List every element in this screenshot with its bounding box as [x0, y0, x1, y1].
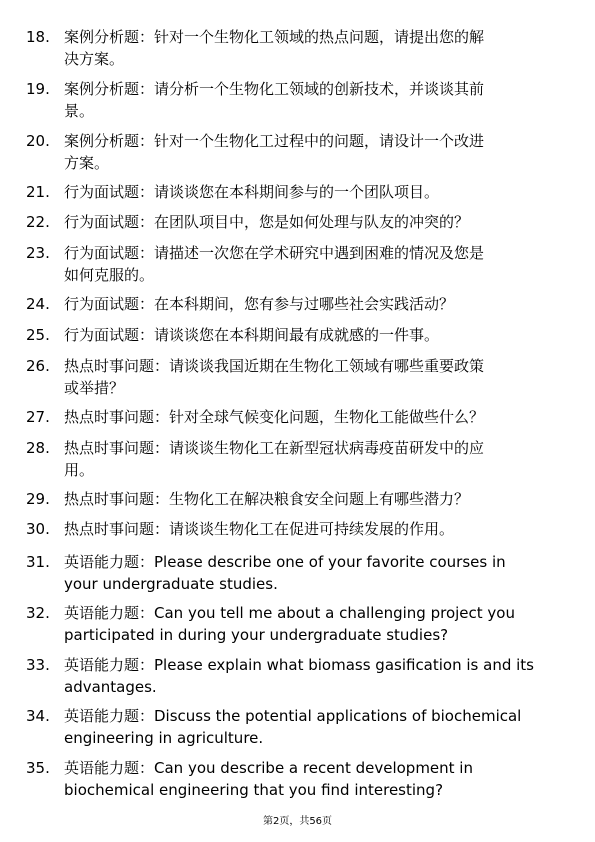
- question-line: 行为面试题：在本科期间，您有参与过哪些社会实践活动？: [64, 295, 455, 313]
- question-line: 方案。: [64, 154, 110, 172]
- question-line: 英语能力题：Can you describe a recent development in: [64, 759, 473, 777]
- question-text: [64, 78, 564, 122]
- question-text: [64, 488, 564, 510]
- question-line: 用。: [64, 461, 95, 479]
- question-text: [64, 551, 564, 595]
- question-text: [64, 211, 564, 233]
- question-line: your undergraduate studies.: [64, 575, 278, 593]
- question-text: [64, 130, 564, 174]
- question-number: 24.: [26, 295, 50, 313]
- question-line: biochemical engineering that you find interesting?: [64, 781, 444, 799]
- question-line: 热点时事问题：针对全球气候变化问题，生物化工能做些什么？: [64, 408, 485, 426]
- question-line: 行为面试题：请谈谈您在本科期间最有成就感的一件事。: [64, 326, 440, 344]
- question-number: 26.: [26, 357, 50, 375]
- question-text: [64, 355, 564, 399]
- question-line: 热点时事问题：请谈谈生物化工在促进可持续发展的作用。: [64, 520, 455, 538]
- question-line: 行为面试题：请描述一次您在学术研究中遇到困难的情况及您是: [64, 244, 485, 262]
- question-line: 热点时事问题：请谈谈我国近期在生物化工领域有哪些重要政策: [64, 357, 485, 375]
- page-number-label: 第2页，共56页: [262, 816, 333, 827]
- question-text: [64, 705, 564, 749]
- question-text: [64, 26, 564, 70]
- question-line: 案例分析题：针对一个生物化工过程中的问题，请设计一个改进: [64, 132, 485, 150]
- question-number: 19.: [26, 80, 50, 98]
- question-text: [64, 602, 564, 646]
- question-text: [64, 757, 564, 801]
- question-number: 30.: [26, 520, 50, 538]
- question-number: 22.: [26, 213, 50, 231]
- question-number: 21.: [26, 183, 50, 201]
- question-number: 25.: [26, 326, 50, 344]
- question-line: 行为面试题：请谈谈您在本科期间参与的一个团队项目。: [64, 183, 440, 201]
- question-line: advantages.: [64, 678, 157, 696]
- question-line: 热点时事问题：请谈谈生物化工在新型冠状病毒疫苗研发中的应: [64, 439, 485, 457]
- question-line: 决方案。: [64, 50, 125, 68]
- question-line: participated in during your undergraduate studies?: [64, 626, 449, 644]
- question-text: [64, 242, 564, 286]
- question-line: 英语能力题：Please explain what biomass gasification is and its: [64, 656, 534, 674]
- question-number: 27.: [26, 408, 50, 426]
- page-footer: [0, 815, 595, 829]
- question-line: 如何克服的。: [64, 266, 155, 284]
- question-line: 案例分析题：针对一个生物化工领域的热点问题，请提出您的解: [64, 28, 485, 46]
- question-number: 34.: [26, 707, 50, 725]
- question-line: 热点时事问题：生物化工在解决粮食安全问题上有哪些潜力？: [64, 490, 470, 508]
- question-text: [64, 324, 564, 346]
- question-text: [64, 654, 564, 698]
- question-line: 景。: [64, 102, 95, 120]
- question-number: 20.: [26, 132, 50, 150]
- question-line: 英语能力题：Please describe one of your favorite courses in: [64, 553, 506, 571]
- question-text: [64, 293, 564, 315]
- question-number: 18.: [26, 28, 50, 46]
- question-line: engineering in agriculture.: [64, 729, 264, 747]
- question-number: 29.: [26, 490, 50, 508]
- question-line: 行为面试题：在团队项目中，您是如何处理与队友的冲突的？: [64, 213, 470, 231]
- question-text: [64, 518, 564, 540]
- question-number: 23.: [26, 244, 50, 262]
- question-text: [64, 181, 564, 203]
- question-text: [64, 437, 564, 481]
- question-line: 英语能力题：Discuss the potential applications of biochemical: [64, 707, 522, 725]
- question-number: 28.: [26, 439, 50, 457]
- question-number: 33.: [26, 656, 50, 674]
- question-number: 32.: [26, 604, 50, 622]
- question-number: 35.: [26, 759, 50, 777]
- question-line: 或举措？: [64, 379, 125, 397]
- question-number: 31.: [26, 553, 50, 571]
- question-text: [64, 406, 564, 428]
- question-line: 案例分析题：请分析一个生物化工领域的创新技术，并谈谈其前: [64, 80, 485, 98]
- question-line: 英语能力题：Can you tell me about a challenging project you: [64, 604, 515, 622]
